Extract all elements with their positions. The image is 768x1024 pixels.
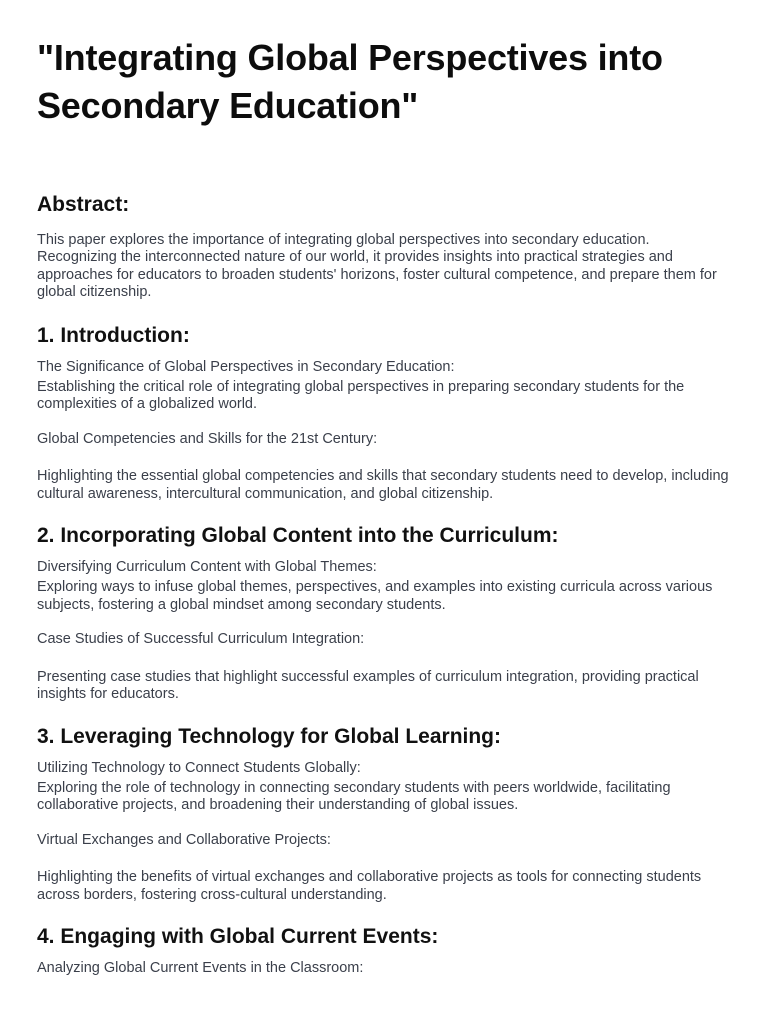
section-global-content <box>37 523 731 703</box>
section-heading: 4. Engaging with Global Current Events: <box>37 924 439 948</box>
subsection-body: Presenting case studies that highlight successful examples of curriculum integration, providing practical insights for educators. <box>37 668 699 703</box>
subsection-label: Utilizing Technology to Connect Students Globally: <box>37 759 361 776</box>
section-technology <box>37 724 731 904</box>
subsection-body: Exploring the role of technology in connecting secondary students with peers worldwide, facilitating collaborative projects, and broadening their understanding of global issues. <box>37 779 671 814</box>
subsection-label: Global Competencies and Skills for the 21st Century: <box>37 430 378 447</box>
section-introduction <box>37 323 731 503</box>
section-heading: 3. Leveraging Technology for Global Learning: <box>37 724 501 748</box>
subsection-body: Highlighting the essential global competencies and skills that secondary students need to develop, including cultural awareness, intercultural communication, and global citizenship. <box>37 468 729 502</box>
subsection-label: Diversifying Curriculum Content with Global Themes: <box>37 559 377 576</box>
subsection-label: Analyzing Global Current Events in the Classroom: <box>37 959 364 976</box>
subsection-body: Exploring ways to infuse global themes, perspectives, and examples into existing curricula across various subjects, fostering a global mindset among secondary students. <box>37 579 713 613</box>
section-heading: 2. Incorporating Global Content into the Curriculum: <box>37 524 559 548</box>
abstract-heading: Abstract: <box>37 193 130 216</box>
subsection-body: Establishing the critical role of integrating global perspectives in preparing secondary students for the complexities of a globalized world. <box>37 379 685 413</box>
subsection-label: Virtual Exchanges and Collaborative Projects: <box>37 831 331 848</box>
section-heading: 1. Introduction: <box>37 323 190 347</box>
subsection-label: Case Studies of Successful Curriculum Integration: <box>37 631 365 648</box>
abstract-body: This paper explores the importance of integrating global perspectives into secondary education. Recognizing the interconnected nature of our world, it provides insights into practical strategies and approaches for educators to broaden students' horizons, foster cultural competence, and prepare them for global citizenship. <box>37 232 717 301</box>
subsection-label: The Significance of Global Perspectives in Secondary Education: <box>37 358 455 375</box>
document-title: "Integrating Global Perspectives into Secondary Education" <box>37 37 663 126</box>
subsection-body: Highlighting the benefits of virtual exchanges and collaborative projects as tools for connecting students across borders, fostering cross-cultural understanding. <box>37 869 702 903</box>
section-current-events <box>37 924 731 977</box>
